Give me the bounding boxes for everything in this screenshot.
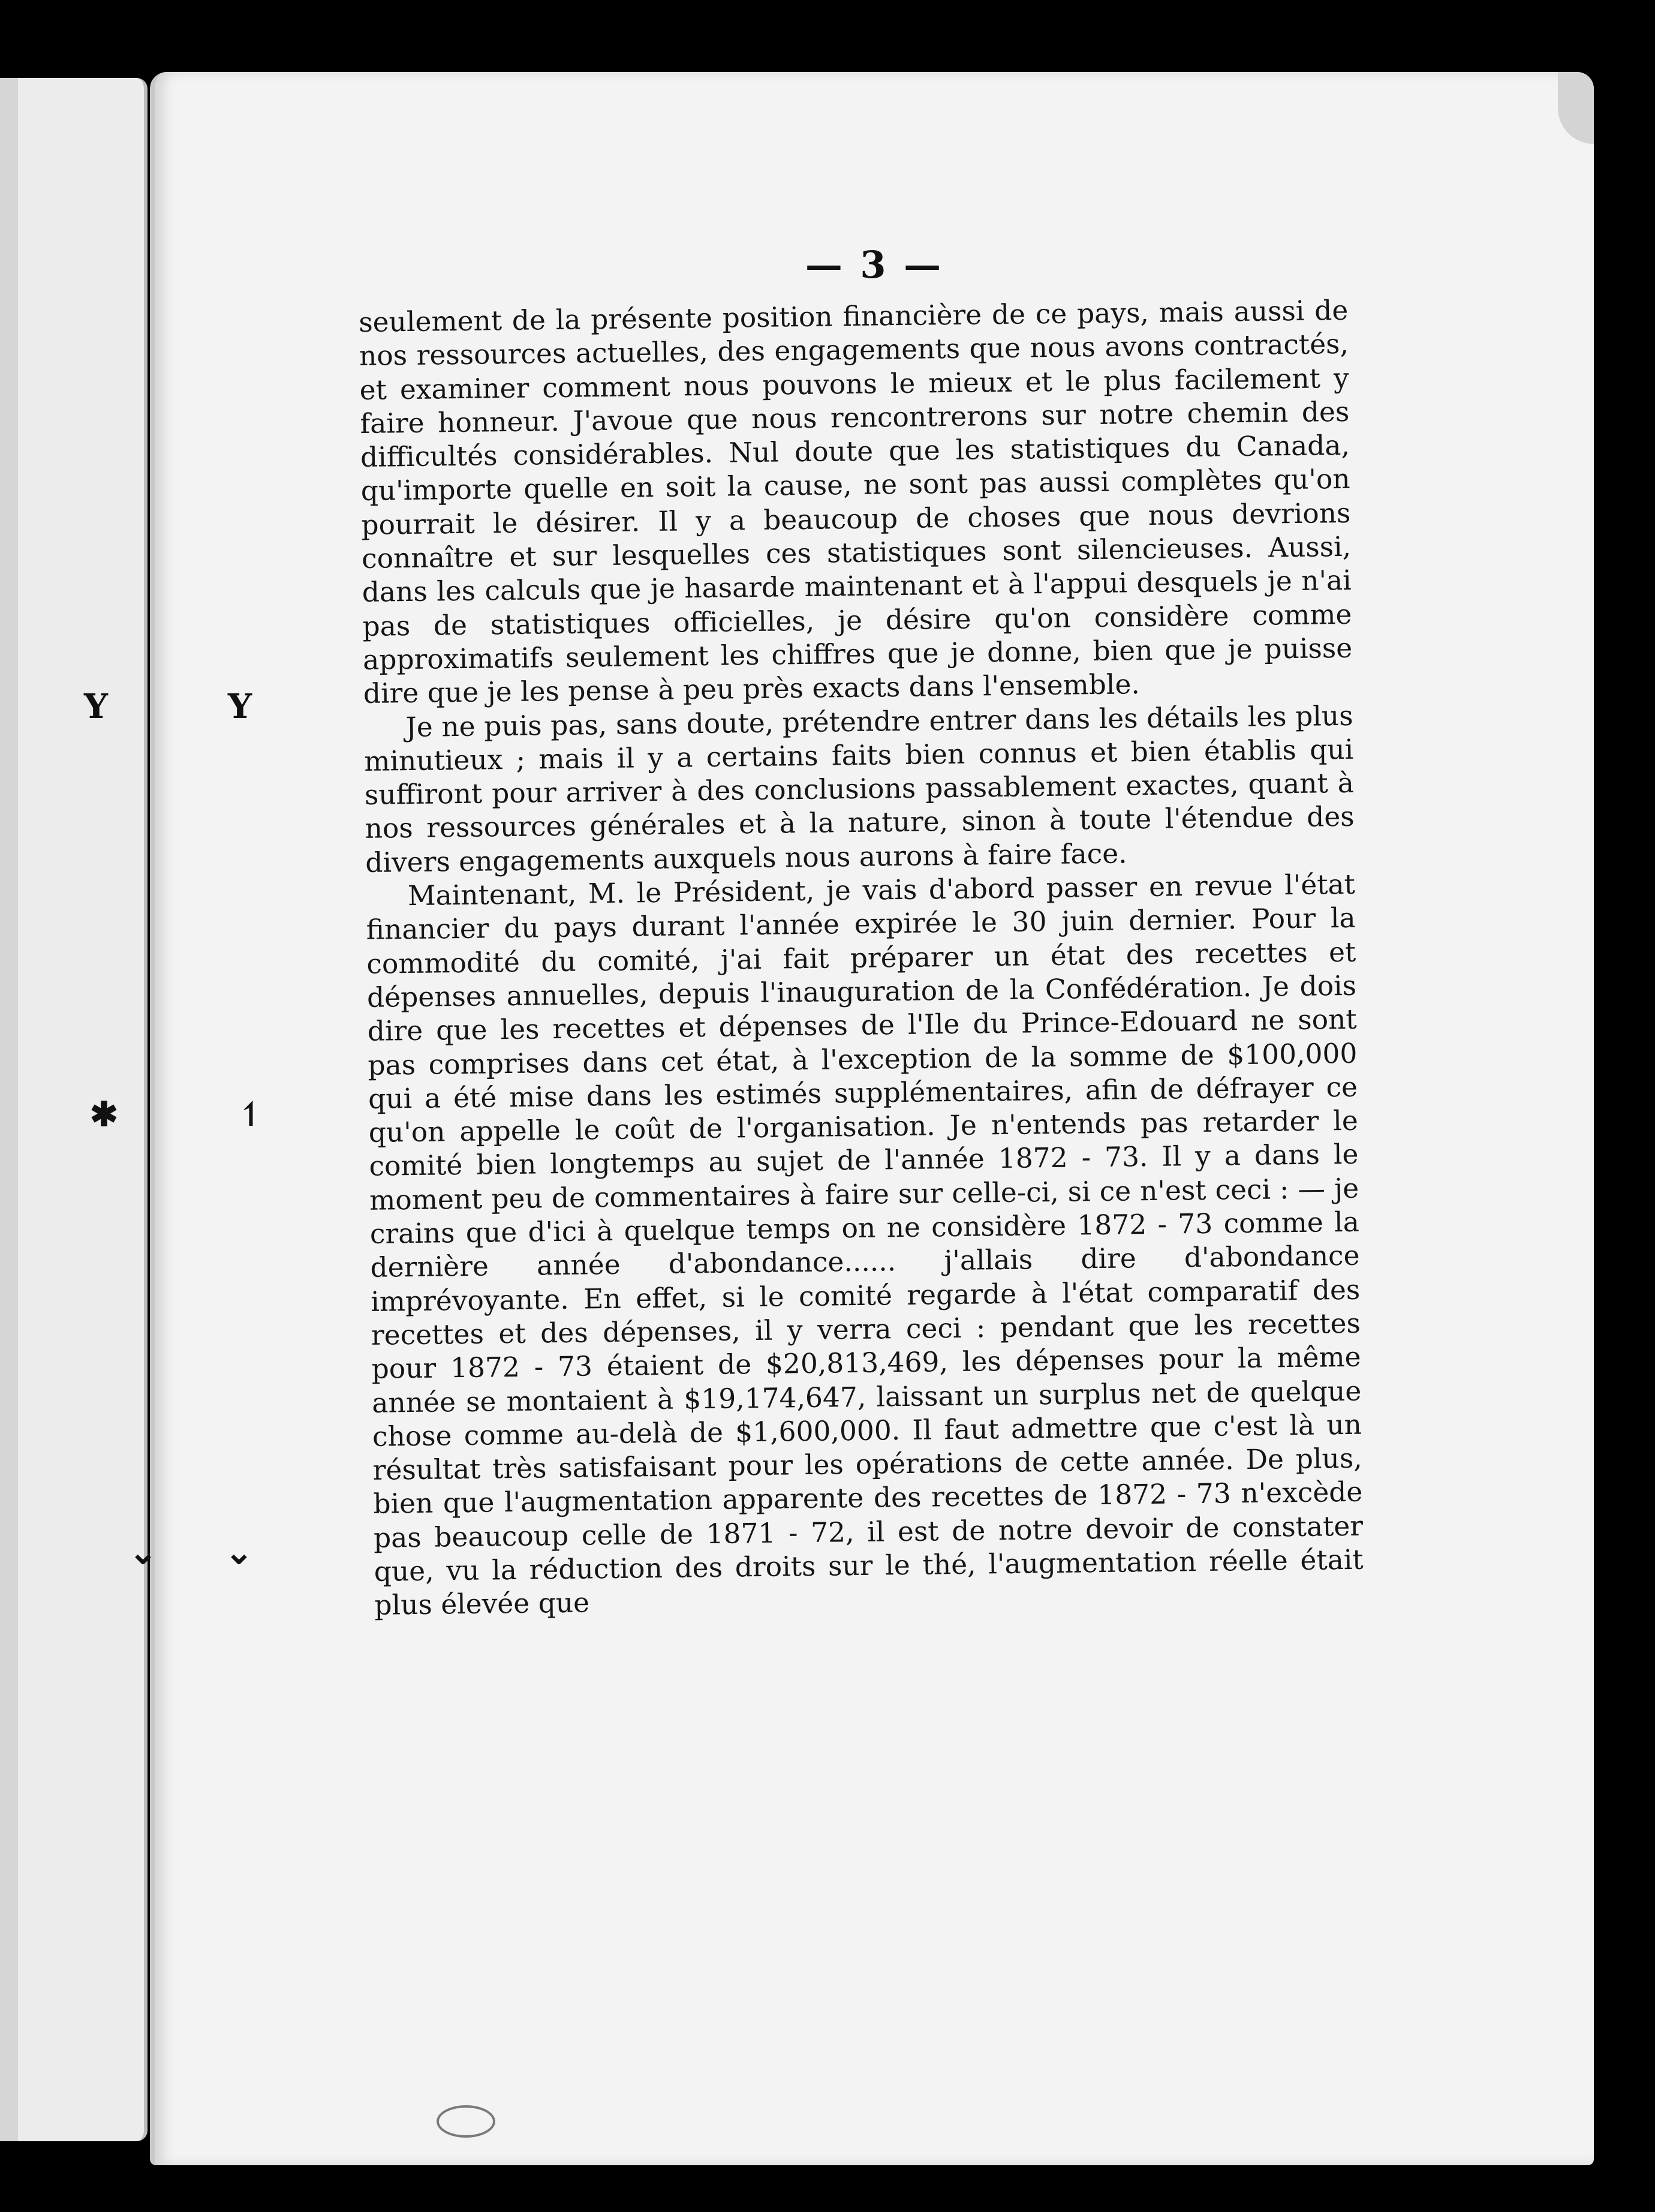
previous-page-edge <box>0 78 148 2141</box>
previous-page-gutter <box>0 78 18 2141</box>
binding-mark-icon: Y <box>228 687 252 726</box>
binding-mark-icon: ⌄ <box>225 1532 253 1572</box>
binding-mark-icon: ✱ <box>90 1095 118 1134</box>
book-page <box>150 72 1594 2165</box>
page-text <box>359 294 1364 1623</box>
paragraph-1: seulement de la présente position financière de ce pays, mais aussi de nos ressources actuelles, des engagements que nous avons contractés, et examiner comment nous pouvons le mieux et le plus facilement y faire honneur. J'avoue que nous rencontrerons sur notre chemin des difficultés considérables. Nul doute que les statistiques du Canada, qu'importe quelle en soit la cause, ne sont pas aussi complètes qu'on pourrait le désirer. Il y a beaucoup de choses que nous devrions connaître et sur lesquelles ces statistiques sont silencieuses. Aussi, dans les calculs que je hasarde maintenant et à l'appui desquels je n'ai pas de statistiques officielles, je désire qu'on considère comme approximatifs seulement les chiffres que je donne, bien que je puisse dire que je les pense à peu près exacts dans l'ensemble. <box>359 294 1353 710</box>
paragraph-3: Maintenant, M. le Président, je vais d'abord passer en revue l'état financier du pays durant l'année expirée le 30 juin dernier. Pour la commodité du comité, j'ai fait préparer un état des recettes et dépenses annuelles, depuis l'inauguration de la Confédération. Je dois dire que les recettes et dépenses de l'Ile du Prince-Edouard ne sont pas comprises dans cet état, à l'exception de la somme de $100,000 qui a été mise dans les estimés supplémentaires, afin de défrayer ce qu'on appelle le coût de l'organisation. Je n'entends pas retarder le comité bien longtemps au sujet de l'année 1872 - 73. Il y a dans le moment peu de commentaires à faire sur celle-ci, si ce n'est ceci : — je crains que d'ici à quelque temps on ne considère 1872 - 73 comme la dernière année d'abondance...... j'allais dire d'abondance imprévoyante. En effet, si le comité regarde à l'état comparatif des recettes et des dépenses, il y verra ceci : pendant que les recettes pour 1872 - 73 étaient de $20,813,469, les dépenses pour la même année se montaient à $19,174,647, laissant un surplus net de quelque chose comme au-delà de $1,600,000. Il faut admettre que c'est là un résultat très satisfaisant pour les opérations de cette année. De plus, bien que l'augmentation apparente des recettes de 1872 - 73 n'excède pas beaucoup celle de 1871 - 72, il est de notre devoir de constater que, vu la réduction des droits sur le thé, l'augmentation réelle était plus élevée que <box>366 868 1364 1622</box>
binding-mark-icon: Y <box>84 687 108 726</box>
page-corner-curl <box>1558 72 1594 144</box>
ink-stain <box>437 2105 495 2138</box>
paragraph-2: Je ne puis pas, sans doute, prétendre entrer dans les détails les plus minutieux ; mais il y a certains faits bien connus et bien établis qui suffiront pour arriver à des conclusions passablement exactes, quant à nos ressources générales et à la nature, sinon à toute l'étendue des divers engagements auxquels nous aurons à faire face. <box>363 699 1355 879</box>
page-number: — 3 — <box>805 243 944 287</box>
binding-mark-icon: ⌄ <box>129 1532 157 1572</box>
binding-mark-icon: ↿ <box>237 1095 265 1134</box>
